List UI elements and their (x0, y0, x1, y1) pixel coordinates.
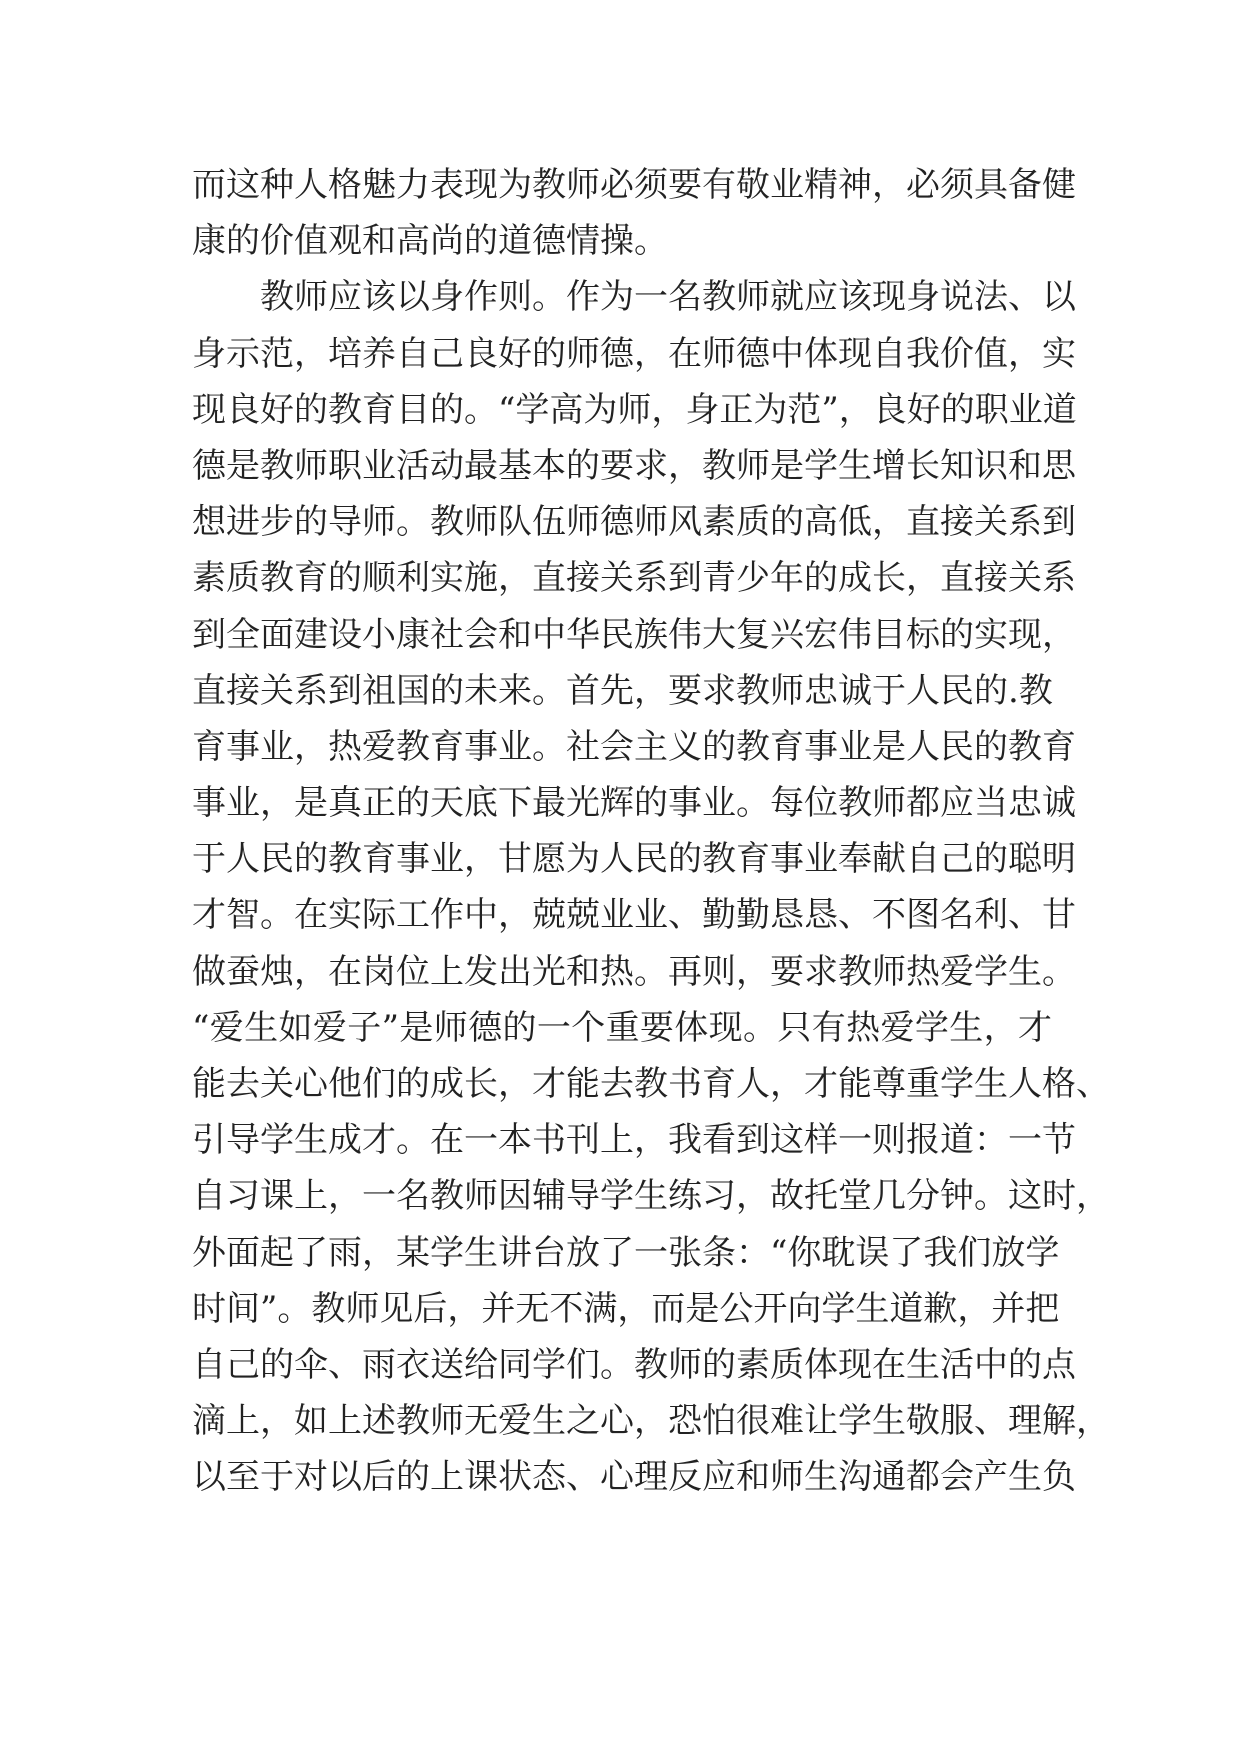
text-line: 现良好的教育目的。“学高为师，身正为范”，良好的职业道 (192, 389, 1077, 430)
text-line: 能去关心他们的成长，才能去教书育人，才能尊重学生人格、 (192, 1064, 1110, 1104)
text-line: 于人民的教育事业，甘愿为人民的教育事业奉献自己的聪明 (192, 839, 1076, 880)
text-line: 直接关系到祖国的未来。首先，要求教师忠诚于人民的.教 (192, 670, 1053, 711)
text-line: 而这种人格魅力表现为教师必须要有敬业精神，必须具备健 (192, 165, 1076, 205)
text-line: 康的价值观和高尚的道德情操。 (192, 221, 668, 262)
text-line: 育事业，热爱教育事业。社会主义的教育事业是人民的教育 (192, 726, 1076, 767)
body-text (192, 157, 1110, 1506)
text-line: 身示范，培养自己良好的师德，在师德中体现自我价值，实 (192, 333, 1076, 374)
text-line: 到全面建设小康社会和中华民族伟大复兴宏伟目标的实现， (192, 614, 1076, 655)
text-line: 引导学生成才。在一本书刊上，我看到这样一则报道：一节 (192, 1120, 1076, 1161)
text-line: 德是教师职业活动最基本的要求，教师是学生增长知识和思 (192, 445, 1076, 486)
text-line: 外面起了雨，某学生讲台放了一张条：“你耽误了我们放学 (192, 1232, 1060, 1273)
text-line: 滴上，如上述教师无爱生之心，恐怕很难让学生敬服、理解， (192, 1401, 1110, 1442)
text-line: “爱生如爱子”是师德的一个重要体现。只有热爱学生，才 (192, 1007, 1052, 1048)
paragraph-first-line: 教师应该以身作则。作为一名教师就应该现身说法、以 (260, 277, 1076, 318)
text-line: 以至于对以后的上课状态、心理反应和师生沟通都会产生负 (192, 1457, 1076, 1498)
text-line: 自己的伞、雨衣送给同学们。教师的素质体现在生活中的点 (192, 1344, 1076, 1385)
text-line: 才智。在实际工作中，兢兢业业、勤勤恳恳、不图名利、甘 (192, 895, 1076, 936)
text-line: 时间”。教师见后，并无不满，而是公开向学生道歉，并把 (192, 1288, 1060, 1329)
text-line: 素质教育的顺利实施，直接关系到青少年的成长，直接关系 (192, 558, 1076, 599)
text-line: 事业，是真正的天底下最光辉的事业。每位教师都应当忠诚 (192, 783, 1076, 824)
text-line: 想进步的导师。教师队伍师德师风素质的高低，直接关系到 (192, 502, 1076, 543)
text-line: 自习课上，一名教师因辅导学生练习，故托堂几分钟。这时， (192, 1176, 1110, 1217)
text-line: 做蚕烛，在岗位上发出光和热。再则，要求教师热爱学生。 (192, 951, 1076, 992)
